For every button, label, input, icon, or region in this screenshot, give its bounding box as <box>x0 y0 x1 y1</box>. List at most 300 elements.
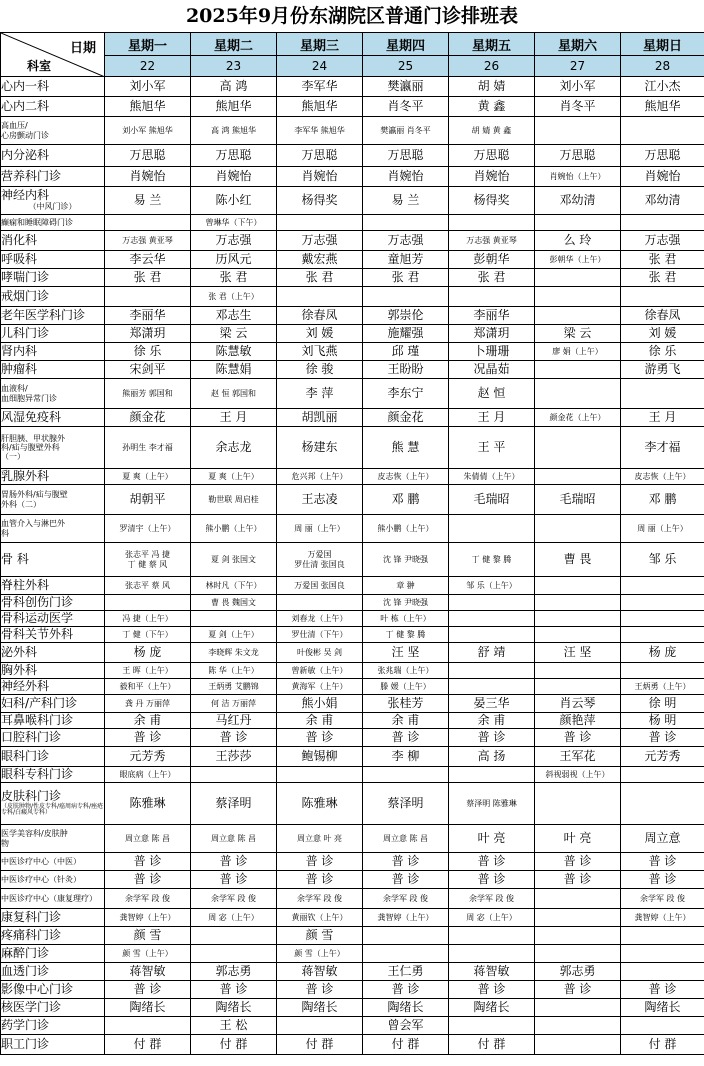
doctor-name: 陶绪长 <box>215 999 252 1014</box>
doctor-name: 普 诊 <box>563 853 592 868</box>
schedule-cell <box>535 909 621 927</box>
doctor-name: 曾会军 <box>387 1017 424 1032</box>
schedule-cell <box>363 927 449 945</box>
schedule-cell <box>277 963 363 981</box>
schedule-cell <box>449 611 535 627</box>
schedule-cell <box>363 269 449 287</box>
doctor-name: 付 群 <box>133 1036 162 1051</box>
doctor-name: 毛瑞昭 <box>559 491 596 506</box>
schedule-cell <box>191 927 277 945</box>
schedule-cell <box>105 611 191 627</box>
schedule-cell <box>191 909 277 927</box>
doctor-name: 斜视弱视（上午） <box>545 769 610 779</box>
schedule-cell <box>191 215 277 231</box>
department-name <box>1 251 105 269</box>
schedule-cell <box>105 643 191 663</box>
doctor-name: 夏 剑 张国文 <box>210 554 257 564</box>
doctor-name: 普 诊 <box>563 981 592 996</box>
department-name <box>1 1017 105 1035</box>
doctor-name: 邓 鹏 <box>391 491 420 506</box>
department-name-line: 风湿免疫科 <box>1 409 62 424</box>
schedule-cell <box>363 97 449 117</box>
doctor-name: 毅和平（上午） <box>119 681 176 691</box>
schedule-cell <box>363 145 449 167</box>
schedule-cell <box>449 981 535 999</box>
doctor-name: 徐春凤 <box>301 307 338 322</box>
department-name <box>1 145 105 167</box>
doctor-name: 刘春龙（上午） <box>291 613 348 623</box>
doctor-name: 张兆瑞（上午） <box>377 665 434 675</box>
table-row <box>1 379 704 409</box>
table-row <box>1 783 704 825</box>
doctor-name: 普 诊 <box>477 729 506 744</box>
schedule-cell <box>277 783 363 825</box>
schedule-cell <box>363 825 449 853</box>
department-name <box>1 231 105 251</box>
schedule-cell <box>449 361 535 379</box>
doctor-name: 陶绪长 <box>301 999 338 1014</box>
schedule-cell <box>105 999 191 1017</box>
department-name-line: 血细胞异常门诊 <box>1 393 57 403</box>
doctor-name: 彭朝华（上午） <box>549 254 606 264</box>
schedule-cell <box>449 515 535 543</box>
schedule-cell <box>363 981 449 999</box>
table-row <box>1 981 704 999</box>
schedule-cell <box>191 485 277 515</box>
schedule-cell <box>363 729 449 747</box>
doctor-name: 王 月 <box>219 409 248 424</box>
schedule-cell <box>277 927 363 945</box>
schedule-cell <box>363 577 449 595</box>
doctor-name: 余学军 段 俊 <box>468 893 515 903</box>
schedule-cell <box>363 679 449 695</box>
department-name-line: 科/疝与腹壁外科 <box>1 442 60 452</box>
table-row <box>1 767 704 783</box>
doctor-name: 刘 媛 <box>648 325 677 340</box>
doctor-name: 普 诊 <box>648 871 677 886</box>
doctor-name: 普 诊 <box>305 871 334 886</box>
schedule-cell <box>105 427 191 469</box>
schedule-cell <box>535 485 621 515</box>
doctor-name: 危兴邦（上午） <box>291 471 348 481</box>
schedule-cell <box>621 963 704 981</box>
doctor-name: 滕 媛（上午） <box>380 681 431 691</box>
doctor-name: 张 君 <box>648 269 677 284</box>
doctor-name: 朱倩倩（上午） <box>463 471 520 481</box>
schedule-cell <box>191 187 277 215</box>
doctor-name: 易 兰 <box>133 192 162 207</box>
doctor-name: 邓 鹏 <box>648 491 677 506</box>
schedule-cell <box>191 77 277 97</box>
schedule-cell <box>277 695 363 713</box>
department-name-line: 神经内科 <box>1 188 50 203</box>
doctor-name: 毛瑞昭 <box>473 491 510 506</box>
doctor-name: 高 鸿 熊旭华 <box>210 125 257 135</box>
department-name-line: 高血压/ <box>1 121 28 131</box>
weekday-header: 星期五 <box>449 33 535 56</box>
doctor-name: 元芳秀 <box>644 748 681 763</box>
department-name-line: 心内二科 <box>1 98 50 113</box>
doctor-name: 肖冬平 <box>387 98 424 113</box>
schedule-cell <box>277 767 363 783</box>
department-name <box>1 909 105 927</box>
department-name <box>1 871 105 889</box>
schedule-cell <box>277 117 363 145</box>
table-row <box>1 679 704 695</box>
doctor-name: 徐春凤 <box>644 307 681 322</box>
schedule-cell <box>621 695 704 713</box>
doctor-name: 邹 乐（上午） <box>466 580 517 590</box>
schedule-cell <box>277 379 363 409</box>
table-row <box>1 231 704 251</box>
department-name <box>1 485 105 515</box>
schedule-cell <box>277 409 363 427</box>
schedule-cell <box>363 627 449 643</box>
schedule-cell <box>191 543 277 577</box>
schedule-cell <box>449 999 535 1017</box>
doctor-name: 皮志恢（上午） <box>377 471 434 481</box>
schedule-cell <box>449 145 535 167</box>
table-row <box>1 643 704 663</box>
schedule-cell <box>621 469 704 485</box>
doctor-name: 普 诊 <box>477 981 506 996</box>
doctor-name: 勒世联 周启桂 <box>208 494 259 504</box>
schedule-cell <box>621 577 704 595</box>
doctor-name: 晏三华 <box>473 695 510 710</box>
schedule-cell <box>277 77 363 97</box>
doctor-name: 熊小鹏（上午） <box>377 523 434 533</box>
department-name-line: 骨科创伤门诊 <box>1 594 74 609</box>
doctor-name: 彭朝华 <box>473 251 510 266</box>
department-name-line: 外科（二） <box>1 499 41 509</box>
weekday-header-row <box>1 33 704 56</box>
department-name-line: 肾内科 <box>1 343 38 358</box>
schedule-cell <box>621 343 704 361</box>
schedule-cell <box>105 1017 191 1035</box>
schedule-cell <box>363 853 449 871</box>
schedule-cell <box>105 909 191 927</box>
doctor-name: 张 君 <box>133 269 162 284</box>
table-row <box>1 77 704 97</box>
schedule-cell <box>535 595 621 611</box>
schedule-cell <box>363 485 449 515</box>
schedule-cell <box>535 889 621 909</box>
doctor-name: 肖婉怡 <box>129 168 166 183</box>
schedule-cell <box>277 343 363 361</box>
table-row <box>1 713 704 729</box>
schedule-cell <box>363 767 449 783</box>
schedule-cell <box>621 927 704 945</box>
schedule-cell <box>535 663 621 679</box>
schedule-cell <box>191 269 277 287</box>
department-name <box>1 945 105 963</box>
table-row <box>1 1017 704 1035</box>
doctor-name: 王志凌 <box>301 491 338 506</box>
schedule-cell <box>191 577 277 595</box>
doctor-name: 童旭芳 <box>387 251 424 266</box>
doctor-name: 万志强 <box>387 232 424 247</box>
schedule-cell <box>191 695 277 713</box>
schedule-cell <box>105 215 191 231</box>
doctor-name: 龚智婷（上午） <box>377 912 434 922</box>
table-row <box>1 515 704 543</box>
doctor-name: 冯 捷（上午） <box>122 613 173 623</box>
schedule-cell <box>535 543 621 577</box>
schedule-cell <box>535 167 621 187</box>
doctor-name: 曹 畏 <box>563 551 592 566</box>
schedule-cell <box>363 543 449 577</box>
schedule-cell <box>277 577 363 595</box>
schedule-cell <box>363 251 449 269</box>
doctor-name: 肖婉怡 <box>215 168 252 183</box>
table-row <box>1 409 704 427</box>
schedule-cell <box>105 145 191 167</box>
schedule-cell <box>535 251 621 269</box>
schedule-cell <box>363 469 449 485</box>
department-name-line: 口腔科门诊 <box>1 729 62 744</box>
schedule-cell <box>535 1035 621 1055</box>
department-name <box>1 889 105 909</box>
doctor-name: 陶绪长 <box>473 999 510 1014</box>
doctor-name: 肖云琴 <box>559 695 596 710</box>
department-name-line: 核医学门诊 <box>1 999 62 1014</box>
department-name <box>1 215 105 231</box>
department-name <box>1 409 105 427</box>
schedule-cell <box>621 307 704 325</box>
schedule-cell <box>535 187 621 215</box>
doctor-name: 刘小军 <box>559 78 596 93</box>
doctor-name: 徐 骏 <box>305 361 334 376</box>
schedule-cell <box>105 853 191 871</box>
table-row <box>1 287 704 307</box>
table-row <box>1 871 704 889</box>
weekday-header: 星期一 <box>105 33 191 56</box>
schedule-cell <box>449 825 535 853</box>
doctor-name: 黄海军（上午） <box>291 681 348 691</box>
schedule-cell <box>277 97 363 117</box>
schedule-cell <box>621 611 704 627</box>
schedule-cell <box>535 577 621 595</box>
doctor-name: 蒋智敏 <box>301 963 338 978</box>
doctor-name: 宋剑平 <box>129 361 166 376</box>
schedule-cell <box>535 871 621 889</box>
doctor-name: 江小杰 <box>644 78 681 93</box>
schedule-cell <box>191 627 277 643</box>
schedule-cell <box>105 251 191 269</box>
schedule-cell <box>277 853 363 871</box>
table-row <box>1 927 704 945</box>
doctor-name: 普 诊 <box>563 871 592 886</box>
table-row <box>1 145 704 167</box>
doctor-name: 眼底病（上午） <box>119 769 176 779</box>
table-row <box>1 611 704 627</box>
doctor-name: 普 诊 <box>219 729 248 744</box>
schedule-cell <box>449 485 535 515</box>
doctor-name: 徐 明 <box>648 695 677 710</box>
schedule-cell <box>363 187 449 215</box>
doctor-name: 高 扬 <box>477 748 506 763</box>
weekday-header: 星期日 <box>621 33 704 56</box>
doctor-name: 普 诊 <box>219 981 248 996</box>
department-name <box>1 97 105 117</box>
schedule-cell <box>277 999 363 1017</box>
doctor-name: 万思聪 <box>473 147 510 162</box>
schedule-cell <box>535 999 621 1017</box>
department-name-line: 心内一科 <box>1 78 50 93</box>
schedule-cell <box>105 595 191 611</box>
doctor-name: 普 诊 <box>133 853 162 868</box>
schedule-cell <box>449 643 535 663</box>
table-row <box>1 695 704 713</box>
department-name-line: 消化科 <box>1 232 38 247</box>
schedule-cell <box>277 909 363 927</box>
department-name-line: 职工门诊 <box>1 1036 50 1051</box>
schedule-cell <box>105 167 191 187</box>
schedule-cell <box>363 343 449 361</box>
doctor-name: 陶绪长 <box>644 999 681 1014</box>
schedule-cell <box>449 1035 535 1055</box>
schedule-cell <box>621 679 704 695</box>
schedule-cell <box>621 231 704 251</box>
schedule-cell <box>449 269 535 287</box>
table-row <box>1 97 704 117</box>
schedule-cell <box>105 713 191 729</box>
schedule-cell <box>191 251 277 269</box>
schedule-cell <box>535 145 621 167</box>
doctor-name: 林时凡（下午） <box>205 580 262 590</box>
schedule-cell <box>363 287 449 307</box>
schedule-cell <box>191 963 277 981</box>
doctor-name: 普 诊 <box>305 981 334 996</box>
schedule-cell <box>191 343 277 361</box>
doctor-name: 张 君 <box>305 269 334 284</box>
table-row <box>1 427 704 469</box>
doctor-name: 龚智婷（上午） <box>634 912 691 922</box>
doctor-name: 余学军 段 俊 <box>382 893 429 903</box>
schedule-cell <box>535 379 621 409</box>
department-name-line: 呼吸科 <box>1 251 38 266</box>
department-name-line: 药学门诊 <box>1 1017 50 1032</box>
doctor-name: 周立意 陈 昌 <box>210 833 257 843</box>
department-name <box>1 543 105 577</box>
doctor-name: 周立意 <box>644 830 681 845</box>
schedule-cell <box>449 343 535 361</box>
schedule-cell <box>535 215 621 231</box>
schedule-cell <box>535 963 621 981</box>
schedule-cell <box>363 215 449 231</box>
schedule-cell <box>535 695 621 713</box>
schedule-cell <box>277 427 363 469</box>
department-name <box>1 713 105 729</box>
schedule-cell <box>277 251 363 269</box>
schedule-cell <box>277 485 363 515</box>
schedule-cell <box>191 981 277 999</box>
doctor-name: 陈慧敏 <box>215 343 252 358</box>
schedule-cell <box>449 325 535 343</box>
doctor-name: 颜金花 <box>129 409 166 424</box>
schedule-cell <box>621 427 704 469</box>
doctor-name: 张志平 冯 捷 <box>124 550 171 560</box>
schedule-cell <box>449 663 535 679</box>
schedule-cell <box>621 889 704 909</box>
schedule-cell <box>277 595 363 611</box>
schedule-cell <box>105 627 191 643</box>
schedule-cell <box>191 361 277 379</box>
schedule-cell <box>449 871 535 889</box>
doctor-name: 周 宓（上午） <box>466 912 517 922</box>
doctor-name: 陶绪长 <box>387 999 424 1014</box>
schedule-cell <box>191 231 277 251</box>
schedule-cell <box>363 361 449 379</box>
department-name <box>1 695 105 713</box>
doctor-name: 李东宁 <box>387 385 424 400</box>
department-name-line: 耳鼻喉科门诊 <box>1 712 74 727</box>
department-name-line: 哮喘门诊 <box>1 269 50 284</box>
weekday-header: 星期六 <box>535 33 621 56</box>
schedule-cell <box>535 269 621 287</box>
department-name-line: 骨科运动医学 <box>1 610 74 625</box>
schedule-cell <box>449 713 535 729</box>
schedule-cell <box>277 215 363 231</box>
schedule-cell <box>105 117 191 145</box>
doctor-name: 刘小军 <box>129 78 166 93</box>
schedule-cell <box>621 287 704 307</box>
table-row <box>1 825 704 853</box>
schedule-cell <box>191 871 277 889</box>
table-row <box>1 909 704 927</box>
schedule-cell <box>621 999 704 1017</box>
department-name <box>1 767 105 783</box>
schedule-cell <box>191 679 277 695</box>
doctor-name: 胡 婧 黄 鑫 <box>471 125 512 135</box>
doctor-name: 曹 畏 魏国文 <box>210 597 257 607</box>
schedule-cell <box>363 595 449 611</box>
schedule-cell <box>449 117 535 145</box>
doctor-name: 游勇飞 <box>644 361 681 376</box>
schedule-cell <box>449 889 535 909</box>
doctor-name: 历风元 <box>215 251 252 266</box>
schedule-cell <box>363 643 449 663</box>
department-name-line: 科 <box>1 528 9 538</box>
doctor-name: 沈 锋 尹晓强 <box>382 554 429 564</box>
schedule-cell <box>535 427 621 469</box>
schedule-cell <box>535 927 621 945</box>
schedule-cell <box>449 679 535 695</box>
schedule-cell <box>535 627 621 643</box>
schedule-cell <box>191 287 277 307</box>
schedule-cell <box>277 1017 363 1035</box>
schedule-cell <box>535 767 621 783</box>
schedule-cell <box>191 379 277 409</box>
table-row <box>1 469 704 485</box>
department-name <box>1 187 105 215</box>
department-name <box>1 379 105 409</box>
schedule-cell <box>191 663 277 679</box>
schedule-cell <box>105 767 191 783</box>
schedule-cell <box>191 325 277 343</box>
schedule-cell <box>535 117 621 145</box>
schedule-cell <box>363 713 449 729</box>
department-name-line: 乳腺外科 <box>1 468 50 483</box>
doctor-name: 万志强 <box>215 232 252 247</box>
department-name-line: 癫痫和睡眠障碍门诊 <box>1 217 73 227</box>
schedule-cell <box>105 187 191 215</box>
doctor-name: 周 丽（上午） <box>294 523 345 533</box>
schedule-cell <box>105 409 191 427</box>
doctor-name: 沈 锋 尹晓强 <box>382 597 429 607</box>
doctor-name: 郑潇玥 <box>473 325 510 340</box>
doctor-name: 邓幼清 <box>559 192 596 207</box>
